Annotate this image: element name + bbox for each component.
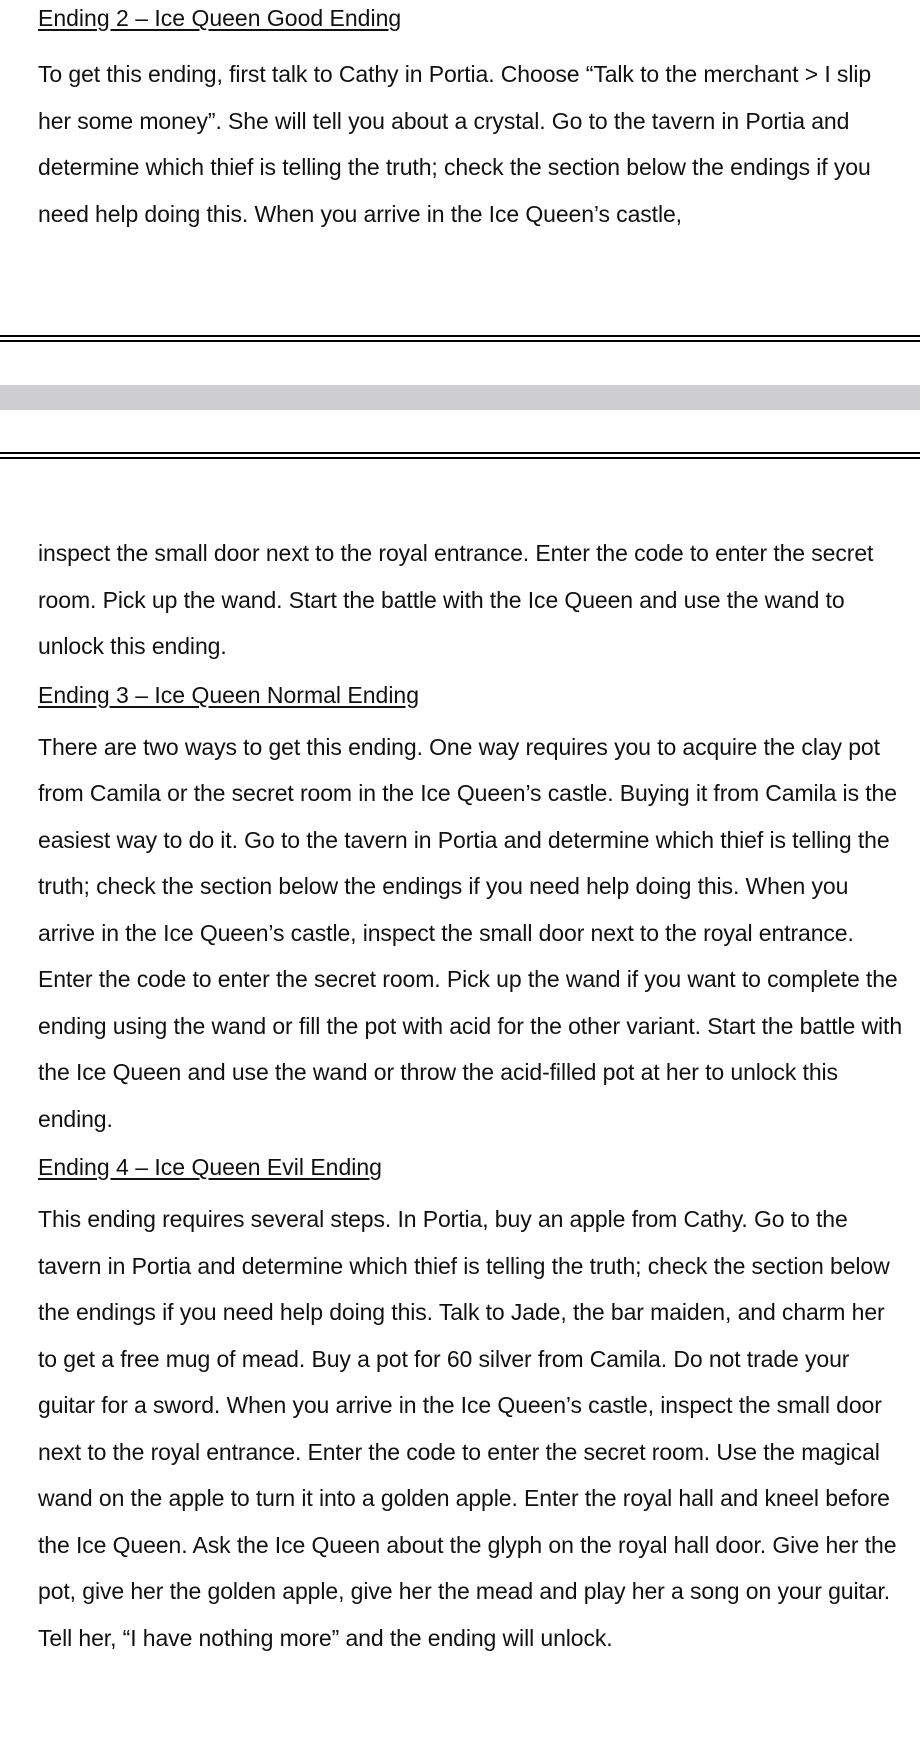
page-break-rule-top-inner bbox=[0, 340, 920, 342]
page-bottom-section bbox=[0, 530, 920, 1661]
ending-4-heading: Ending 4 – Ice Queen Evil Ending bbox=[38, 1154, 382, 1180]
page-top-section bbox=[0, 0, 920, 237]
ending-4-paragraph: This ending requires several steps. In Portia, buy an apple from Cathy. Go to the tavern in Portia and determine which thief is telling the truth; check the section below the endings if you need help doing this. Talk to Jade, the bar maiden, and charm her to get a free mug of mead. Buy a pot for 60 silver from Camila. Do not trade your guitar for a sword. When you arrive in the Ice Queen’s castle, inspect the small door next to the royal entrance. Enter the code to enter the secret room. Use the magical wand on the apple to turn it into a golden apple. Enter the royal hall and kneel before the Ice Queen. Ask the Ice Queen about the glyph on the royal hall door. Give her the pot, give her the golden apple, give her the mead and play her a song on your guitar. Tell her, “I have nothing more” and the ending will unlock. bbox=[38, 1206, 897, 1651]
ending-2-heading: Ending 2 – Ice Queen Good Ending bbox=[38, 5, 402, 31]
page-break-rule-top bbox=[0, 335, 920, 337]
page-break-rule-bottom-inner bbox=[0, 457, 920, 459]
page-break-rule-bottom bbox=[0, 452, 920, 454]
ending-3-paragraph: There are two ways to get this ending. One way requires you to acquire the clay pot from Camila or the secret room in the Ice Queen’s castle. Buying it from Camila is the easiest way to do it. Go to the tavern in Portia and determine which thief is telling the truth; check the section below the endings if you need help doing this. When you arrive in the Ice Queen’s castle, inspect the small door next to the royal entrance. Enter the code to enter the secret room. Pick up the wand if you want to complete the ending using the wand or fill the pot with acid for the other variant. Start the battle with the Ice Queen and use the wand or throw the acid-filled pot at her to unlock this ending. bbox=[38, 733, 903, 1132]
ending-3-heading: Ending 3 – Ice Queen Normal Ending bbox=[38, 681, 420, 708]
ending-2-paragraph-part2: inspect the small door next to the royal entrance. Enter the code to enter the secret room. Pick up the wand. Start the battle with the Ice Queen and use the wand to unlock this ending. bbox=[38, 540, 874, 659]
ending-2-paragraph-part1: To get this ending, first talk to Cathy in Portia. Choose “Talk to the merchant > I slip her some money”. She will tell you about a crystal. Go to the tavern in Portia and determine which thief is telling the truth; check the section below the endings if you need help doing this. When you arrive in the Ice Queen’s castle, bbox=[38, 61, 872, 227]
page-break-band bbox=[0, 385, 920, 410]
